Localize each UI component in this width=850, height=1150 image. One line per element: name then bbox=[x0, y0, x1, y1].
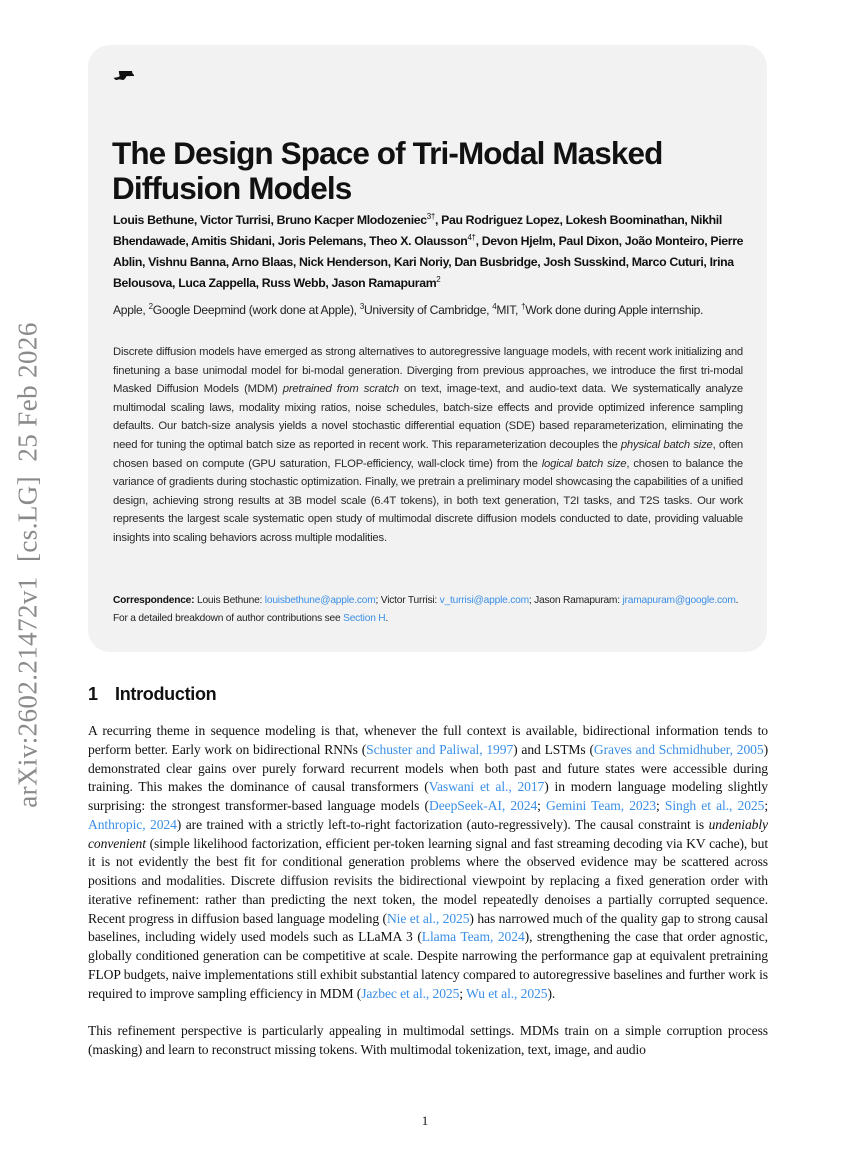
author-name: Louis Bethune bbox=[113, 213, 194, 227]
correspondence: Correspondence: Louis Bethune: louisbethune@apple.com; Victor Turrisi: v_turrisi@apple.com; Jason Ramapuram: jramapuram@google.com. For a detailed breakdown of author contributions see Section H. bbox=[113, 595, 739, 624]
paper-title: The Design Space of Tri-Modal Masked Diffusion Models bbox=[112, 135, 663, 206]
arxiv-sidebar-identifier bbox=[8, 290, 48, 840]
section-h-link[interactable]: Section H bbox=[343, 613, 386, 624]
citation-link[interactable]: Vaswani et al., 2017 bbox=[428, 779, 545, 795]
email-link-turrisi[interactable]: v_turrisi@apple.com bbox=[439, 595, 529, 606]
author-name: Pierre Ablin bbox=[113, 234, 744, 269]
citation-link[interactable]: Nie et al., 2025 bbox=[386, 910, 470, 926]
affiliations: Apple, $^2$Google Deepmind (work done at Apple), $^3$University of Cambridge, $^4$MIT, †Work done during Apple internship. bbox=[113, 301, 704, 317]
author-name: Arno Blaas bbox=[231, 255, 293, 269]
citation-link[interactable]: Gemini Team, 2023 bbox=[546, 798, 657, 813]
citation-link[interactable]: Jazbec et al., 2025 bbox=[361, 985, 460, 1001]
author-name: Jason Ramapuram bbox=[331, 276, 437, 290]
citation-link[interactable]: DeepSeek-AI, 2024 bbox=[428, 798, 538, 813]
author-name: Kari Noriy bbox=[393, 255, 449, 269]
author-name: Russ Webb bbox=[261, 276, 326, 290]
author-name: Nikhil Bhendawade bbox=[113, 213, 722, 248]
arxiv-id-text: arXiv:2602.21472v1 [cs.LG] 25 Feb 2026 bbox=[12, 322, 43, 808]
author-name: Lokesh Boominathan bbox=[565, 213, 685, 227]
author-name: Irina Belousova bbox=[113, 255, 734, 290]
author-affiliation-mark: 3† bbox=[426, 211, 435, 221]
paper-header-box bbox=[88, 45, 767, 652]
author-name: Amitis Shidani bbox=[191, 234, 272, 248]
intro-paragraph-1: A recurring theme in sequence modeling is that, whenever the full context is available, bidirectional information tends to perform better. Early work on bidirectional RNNs (Schuster and Paliwal, 1997) and LSTMs (Graves and Schmidhuber, 2005) demonstrated clear gains over purely forward recurrent models when both past and future states were accessible during training. This makes the dominance of causal transformers (Vaswani et al., 2017) in modern language modeling slightly surprising: the strongest transformer-based language models (DeepSeek-AI, 2024; Gemini Team, 2023; Singh et al., 2025; Anthropic, 2024) are trained with a strictly left-to-right factorization (auto-regressively). The causal constraint is undeniably convenient (simple likelihood factorization, efficient per-token learning signal and fast streaming decoding via KV cache), but it is not evidently the best fit for conditional generation problems where the observed evidence may be scattered across positions and modalities. Discrete diffusion revisits the bidirectional viewpoint by replacing a fixed generation order with iterative refinement: rather than predicting the next token, the model repeatedly denoises a partially corrupted sequence. Recent progress in diffusion based language modeling (Nie et al., 2025) has narrowed much of the quality gap to strong causal baselines, including widely used models such as LLaMA 3 (Llama Team, 2024), strengthening the case that order agnostic, globally conditioned generation can be competitive at scale. Despite narrowing the performance gap at equivalent pretraining FLOP budgets, naive implementations still exhibit substantial latency compared to autoregressive baselines and further work is required to improve sampling efficiency in MDM (Jazbec et al., 2025; Wu et al., 2025). bbox=[88, 723, 769, 1001]
email-link-ramapuram[interactable]: jramapuram@google.com bbox=[622, 595, 736, 606]
section-title: Introduction bbox=[115, 684, 217, 704]
page-number: 1 bbox=[421, 1113, 429, 1128]
author-list: Louis Bethune, Victor Turrisi, Bruno Kacper Mlodozeniec$^{3\dagger}$, Pau Rodriguez Lopez, Lokesh Boominathan, Nikhil Bhendawade, Amitis Shidani, Joris Pelemans, Theo X. Olausson$^{4\dagger}$, Devon Hjelm, Paul Dixon, João Monteiro, Pierre Ablin, Vishnu Banna, Arno Blaas, Nick Henderson, Kari Noriy, Dan Busbridge, Josh Susskind, Marco Cuturi, Irina Belousova, Luca Zappella, Russ Webb, Jason Ramapuram$^2$ bbox=[113, 211, 744, 290]
apple-logo-icon bbox=[113, 71, 134, 98]
abstract: Discrete diffusion models have emerged as strong alternatives to autoregressive language models, with recent work initializing and finetuning a base unimodal model for bi-modal generation. Diverging from previous approaches, we introduce the first tri-modal Masked Diffusion Models (MDM) pretrained from scratch on text, image-text, and audio-text data. We systematically analyze multimodal scaling laws, modality mixing ratios, noise schedules, batch-size effects and provide optimized inference sampling defaults. Our batch-size analysis yields a novel stochastic differential equation (SDE) based reparameterization, eliminating the need for tuning the optimal batch size as reported in recent work. This reparameterization decouples the physical batch size, often chosen based on compute (GPU saturation, FLOP-efficiency, wall-clock time) from the logical batch size, chosen to balance the variance of gradients during stochastic optimization. Finally, we pretrain a preliminary model showcasing the capabilities of a unified design, achieving strong results at 3B model scale (6.4T tokens), in both text generation, T2I tasks, and T2S tasks. Our work represents the largest scale systematic open study of multimodal discrete diffusion models conducted to date, providing valuable insights into scaling behaviors across multiple modalities. bbox=[113, 346, 743, 544]
section-heading-introduction bbox=[88, 683, 216, 705]
author-name: Marco Cuturi bbox=[631, 255, 704, 269]
author-affiliation-mark: 2 bbox=[436, 274, 441, 284]
author-name: Dan Busbridge bbox=[454, 255, 538, 269]
section-number: 1 bbox=[88, 684, 98, 704]
intro-paragraph-2: This refinement perspective is particularly appealing in multimodal settings. MDMs train on a simple corruption process (masking) and learn to reconstruct missing tokens. With multimodal tokenization, text, image, and audio bbox=[88, 1023, 768, 1057]
author-name: Nick Henderson bbox=[298, 255, 388, 269]
author-name: Victor Turrisi bbox=[200, 213, 271, 227]
citation-link[interactable]: Wu et al., 2025 bbox=[466, 985, 548, 1001]
email-link-bethune[interactable]: louisbethune@apple.com bbox=[264, 595, 376, 606]
citation-link[interactable]: Anthropic, 2024 bbox=[88, 816, 177, 832]
citation-link[interactable]: Schuster and Paliwal, 1997 bbox=[366, 741, 514, 757]
author-name: Vishnu Banna bbox=[148, 255, 226, 269]
author-name: Pau Rodriguez Lopez bbox=[441, 213, 560, 227]
author-name: Devon Hjelm bbox=[481, 234, 553, 248]
author-name: João Monteiro bbox=[624, 234, 705, 248]
author-name: Joris Pelemans bbox=[277, 234, 364, 248]
author-affiliation-mark: 4† bbox=[467, 232, 476, 242]
correspondence-label: Correspondence: bbox=[113, 595, 195, 606]
author-name: Theo X. Olausson bbox=[369, 234, 468, 248]
emphasis-text: undeniably convenient bbox=[88, 816, 768, 851]
citation-link[interactable]: Singh et al., 2025 bbox=[664, 798, 765, 813]
author-name: Bruno Kacper Mlodozeniec bbox=[276, 213, 427, 227]
author-name: Paul Dixon bbox=[558, 234, 619, 248]
citation-link[interactable]: Graves and Schmidhuber, 2005 bbox=[593, 741, 764, 757]
citation-link[interactable]: Llama Team, 2024 bbox=[421, 929, 525, 945]
author-name: Luca Zappella bbox=[178, 276, 256, 290]
author-name: Josh Susskind bbox=[543, 255, 626, 269]
